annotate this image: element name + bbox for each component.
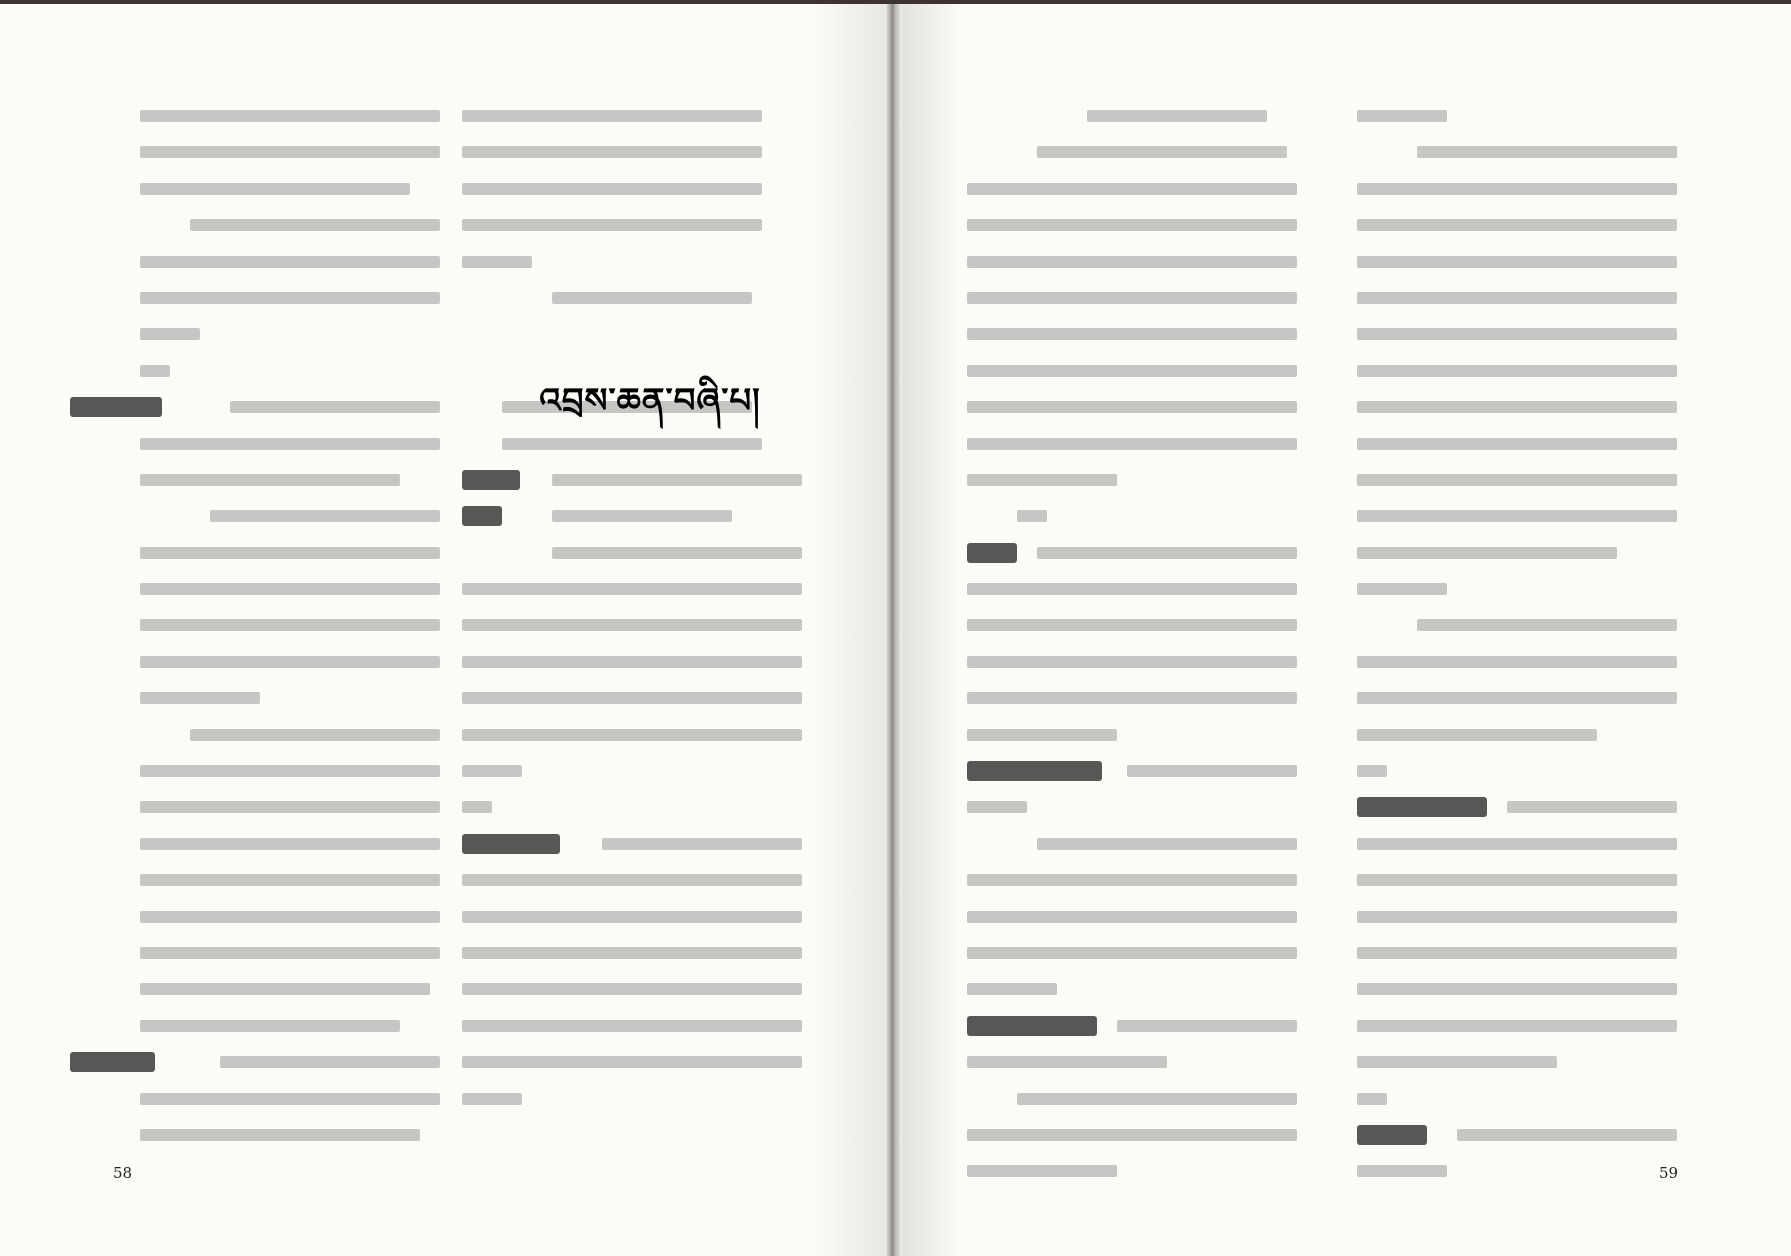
unread-text-placeholder: [967, 1056, 1167, 1068]
text-line: [70, 901, 440, 937]
unread-text-placeholder: [140, 256, 440, 268]
text-line: [967, 1010, 1297, 1046]
text-line: [1357, 791, 1677, 827]
text-line: [70, 937, 440, 973]
text-line: [462, 136, 802, 172]
text-line: [1357, 646, 1677, 682]
text-line: [70, 537, 440, 573]
unread-text-placeholder: [462, 947, 802, 959]
unread-text-placeholder: [1037, 838, 1297, 850]
text-line: [462, 537, 802, 573]
text-line: [1357, 937, 1677, 973]
text-line: [967, 646, 1297, 682]
text-line: [462, 937, 802, 973]
text-line: [1357, 1119, 1677, 1155]
unread-text-placeholder: [462, 656, 802, 668]
text-line: [967, 973, 1297, 1009]
text-line: [967, 864, 1297, 900]
text-line: [70, 609, 440, 645]
text-line: [1357, 391, 1677, 427]
text-line: [1357, 500, 1677, 536]
unread-text-placeholder: [140, 619, 440, 631]
unread-text-placeholder: [140, 911, 440, 923]
unread-text-placeholder: [967, 292, 1297, 304]
unread-text-placeholder: [140, 146, 440, 158]
unread-text-placeholder: [462, 619, 802, 631]
unread-text-placeholder: [140, 1093, 440, 1105]
unread-text-placeholder: [967, 656, 1297, 668]
page-number-left: 58: [113, 1164, 133, 1182]
text-line: [967, 500, 1297, 536]
right-page-shadow: [902, 4, 962, 1256]
text-line: [967, 464, 1297, 500]
unread-text-placeholder: [1017, 510, 1047, 522]
speaker-label: [967, 1016, 1097, 1036]
unread-text-placeholder: [462, 729, 802, 741]
text-line: [1357, 246, 1677, 282]
unread-text-placeholder: [967, 583, 1297, 595]
unread-text-placeholder: [140, 474, 400, 486]
unread-text-placeholder: [1357, 510, 1677, 522]
unread-text-placeholder: [1357, 765, 1387, 777]
text-line: [462, 464, 802, 500]
unread-text-placeholder: [1507, 801, 1677, 813]
text-line: [967, 828, 1297, 864]
unread-text-placeholder: [140, 365, 170, 377]
unread-text-placeholder: [1357, 874, 1677, 886]
text-line: [462, 1010, 802, 1046]
text-line: [1357, 682, 1677, 718]
text-line: [462, 646, 802, 682]
unread-text-placeholder: [552, 547, 802, 559]
text-line: [70, 1046, 440, 1082]
book-gutter: [885, 4, 902, 1256]
unread-text-placeholder: [1357, 183, 1677, 195]
unread-text-placeholder: [967, 401, 1297, 413]
unread-text-placeholder: [1357, 729, 1597, 741]
unread-text-placeholder: [1357, 256, 1677, 268]
unread-text-placeholder: [140, 110, 440, 122]
unread-text-placeholder: [1037, 146, 1287, 158]
text-line: [967, 573, 1297, 609]
unread-text-placeholder: [1457, 1129, 1677, 1141]
text-line: [70, 355, 440, 391]
text-line: [1357, 901, 1677, 937]
unread-text-placeholder: [1357, 219, 1677, 231]
text-line: [462, 1046, 802, 1082]
unread-text-placeholder: [462, 256, 532, 268]
unread-text-placeholder: [1087, 110, 1267, 122]
left-page-column-1: [70, 100, 440, 1155]
text-line: [967, 428, 1297, 464]
text-line: [462, 755, 802, 791]
text-line: [462, 864, 802, 900]
unread-text-placeholder: [462, 983, 802, 995]
unread-text-placeholder: [140, 874, 440, 886]
text-line: [462, 1083, 802, 1119]
text-line: [1357, 828, 1677, 864]
unread-text-placeholder: [1127, 765, 1297, 777]
speaker-label: [967, 761, 1102, 781]
text-line: [462, 901, 802, 937]
text-line: [1357, 282, 1677, 318]
text-line: [70, 500, 440, 536]
unread-text-placeholder: [462, 765, 522, 777]
unread-text-placeholder: [602, 838, 802, 850]
unread-text-placeholder: [140, 328, 200, 340]
unread-text-placeholder: [1357, 1165, 1447, 1177]
unread-text-placeholder: [462, 874, 802, 886]
unread-text-placeholder: [1357, 401, 1677, 413]
text-line: [967, 937, 1297, 973]
right-page-column-1: [967, 100, 1297, 1192]
unread-text-placeholder: [967, 256, 1297, 268]
text-line: [1357, 1010, 1677, 1046]
text-line: [70, 828, 440, 864]
unread-text-placeholder: [462, 1056, 802, 1068]
unread-text-placeholder: [1357, 583, 1447, 595]
text-line: [1357, 464, 1677, 500]
text-line: [462, 609, 802, 645]
page-number-right: 59: [1659, 1164, 1679, 1182]
unread-text-placeholder: [967, 911, 1297, 923]
unread-text-placeholder: [1357, 983, 1677, 995]
text-line: [462, 791, 802, 827]
unread-text-placeholder: [1017, 1093, 1297, 1105]
unread-text-placeholder: [140, 692, 260, 704]
text-line: [70, 791, 440, 827]
text-line: [462, 573, 802, 609]
text-line: [967, 209, 1297, 245]
unread-text-placeholder: [967, 365, 1297, 377]
speaker-label: [462, 470, 520, 490]
text-line: [70, 1083, 440, 1119]
unread-text-placeholder: [967, 801, 1027, 813]
text-line: [967, 282, 1297, 318]
unread-text-placeholder: [462, 1093, 522, 1105]
unread-text-placeholder: [967, 874, 1297, 886]
speaker-label: [70, 1052, 155, 1072]
unread-text-placeholder: [140, 801, 440, 813]
text-line: [70, 719, 440, 755]
unread-text-placeholder: [967, 328, 1297, 340]
unread-text-placeholder: [552, 292, 752, 304]
text-line: [967, 1155, 1297, 1191]
text-line: [967, 537, 1297, 573]
text-line: [1357, 173, 1677, 209]
text-line: [1357, 573, 1677, 609]
text-line: [1357, 1046, 1677, 1082]
left-page: [0, 4, 885, 1256]
text-line: [70, 646, 440, 682]
unread-text-placeholder: [462, 692, 802, 704]
text-line: [462, 246, 802, 282]
text-line: [70, 100, 440, 136]
text-line: [1357, 1083, 1677, 1119]
text-line: [967, 791, 1297, 827]
unread-text-placeholder: [967, 219, 1297, 231]
text-line: [967, 355, 1297, 391]
text-line: [462, 318, 802, 354]
unread-text-placeholder: [967, 183, 1297, 195]
speaker-label: [1357, 1125, 1427, 1145]
unread-text-placeholder: [1417, 619, 1677, 631]
text-line: [70, 573, 440, 609]
section-heading: འབྲས་ཆན་བཞི་པ།: [539, 381, 761, 421]
text-line: [70, 318, 440, 354]
unread-text-placeholder: [1417, 146, 1677, 158]
right-page: [902, 4, 1791, 1256]
unread-text-placeholder: [967, 947, 1297, 959]
unread-text-placeholder: [1357, 547, 1617, 559]
text-line: [1357, 973, 1677, 1009]
unread-text-placeholder: [967, 692, 1297, 704]
unread-text-placeholder: [1357, 474, 1677, 486]
unread-text-placeholder: [140, 947, 440, 959]
text-line: [1357, 428, 1677, 464]
text-line: [462, 500, 802, 536]
speaker-label: [462, 506, 502, 526]
unread-text-placeholder: [462, 146, 762, 158]
unread-text-placeholder: [140, 1020, 400, 1032]
text-line: [70, 864, 440, 900]
text-line: [967, 1119, 1297, 1155]
unread-text-placeholder: [140, 983, 430, 995]
text-line: [462, 173, 802, 209]
text-line: [967, 100, 1297, 136]
unread-text-placeholder: [140, 765, 440, 777]
unread-text-placeholder: [967, 619, 1297, 631]
unread-text-placeholder: [462, 583, 802, 595]
unread-text-placeholder: [967, 474, 1117, 486]
text-line: [967, 246, 1297, 282]
unread-text-placeholder: [140, 1129, 420, 1141]
text-line: [70, 428, 440, 464]
unread-text-placeholder: [552, 510, 732, 522]
text-line: [1357, 537, 1677, 573]
unread-text-placeholder: [1357, 328, 1677, 340]
text-line: [70, 173, 440, 209]
text-line: [70, 391, 440, 427]
speaker-label: [967, 543, 1017, 563]
text-line: [1357, 609, 1677, 645]
text-line: [1357, 719, 1677, 755]
text-line: [70, 246, 440, 282]
unread-text-placeholder: [462, 911, 802, 923]
unread-text-placeholder: [140, 656, 440, 668]
unread-text-placeholder: [1357, 438, 1677, 450]
text-line: [462, 282, 802, 318]
text-line: [462, 719, 802, 755]
text-line: [70, 282, 440, 318]
unread-text-placeholder: [1117, 1020, 1297, 1032]
unread-text-placeholder: [1357, 911, 1677, 923]
unread-text-placeholder: [967, 729, 1117, 741]
text-line: [967, 719, 1297, 755]
text-line: [967, 901, 1297, 937]
unread-text-placeholder: [140, 583, 440, 595]
speaker-label: [1357, 797, 1487, 817]
text-line: [967, 609, 1297, 645]
unread-text-placeholder: [967, 1129, 1297, 1141]
unread-text-placeholder: [967, 438, 1297, 450]
text-line: [462, 973, 802, 1009]
unread-text-placeholder: [1037, 547, 1297, 559]
text-line: [1357, 355, 1677, 391]
unread-text-placeholder: [462, 183, 762, 195]
text-line: [70, 136, 440, 172]
unread-text-placeholder: [552, 474, 802, 486]
right-page-column-2: [1357, 100, 1677, 1192]
unread-text-placeholder: [1357, 692, 1677, 704]
unread-text-placeholder: [967, 1165, 1117, 1177]
text-line: [1357, 209, 1677, 245]
text-line: [70, 209, 440, 245]
unread-text-placeholder: [140, 838, 440, 850]
text-line: [70, 682, 440, 718]
unread-text-placeholder: [1357, 1020, 1677, 1032]
text-line: [70, 1010, 440, 1046]
text-line: [462, 100, 802, 136]
text-line: [1357, 100, 1677, 136]
unread-text-placeholder: [1357, 1093, 1387, 1105]
unread-text-placeholder: [230, 401, 440, 413]
unread-text-placeholder: [1357, 838, 1677, 850]
unread-text-placeholder: [140, 183, 410, 195]
speaker-label: [70, 397, 162, 417]
unread-text-placeholder: [140, 547, 440, 559]
text-line: [462, 682, 802, 718]
text-line: [1357, 1155, 1677, 1191]
text-line: [967, 136, 1297, 172]
unread-text-placeholder: [1357, 365, 1677, 377]
text-line: [70, 1119, 440, 1155]
unread-text-placeholder: [462, 110, 762, 122]
speaker-label: [462, 834, 560, 854]
unread-text-placeholder: [967, 983, 1057, 995]
text-line: [967, 1083, 1297, 1119]
unread-text-placeholder: [190, 729, 440, 741]
unread-text-placeholder: [190, 219, 440, 231]
unread-text-placeholder: [220, 1056, 440, 1068]
text-line: [462, 209, 802, 245]
text-line: [70, 464, 440, 500]
text-line: [1357, 755, 1677, 791]
text-line: [967, 318, 1297, 354]
left-page-column-2: [462, 100, 802, 1119]
left-page-shadow: [815, 4, 885, 1256]
text-line: [1357, 864, 1677, 900]
unread-text-placeholder: [1357, 947, 1677, 959]
unread-text-placeholder: [462, 801, 492, 813]
unread-text-placeholder: [1357, 1056, 1557, 1068]
text-line: [967, 173, 1297, 209]
unread-text-placeholder: [210, 510, 440, 522]
text-line: [462, 828, 802, 864]
text-line: [967, 391, 1297, 427]
text-line: [70, 755, 440, 791]
text-line: [70, 973, 440, 1009]
text-line: [967, 755, 1297, 791]
unread-text-placeholder: [1357, 292, 1677, 304]
text-line: [967, 682, 1297, 718]
unread-text-placeholder: [1357, 656, 1677, 668]
unread-text-placeholder: [140, 292, 440, 304]
text-line: [1357, 136, 1677, 172]
unread-text-placeholder: [462, 1020, 802, 1032]
unread-text-placeholder: [140, 438, 440, 450]
text-line: [1357, 318, 1677, 354]
unread-text-placeholder: [462, 219, 762, 231]
text-line: [967, 1046, 1297, 1082]
unread-text-placeholder: [1357, 110, 1447, 122]
